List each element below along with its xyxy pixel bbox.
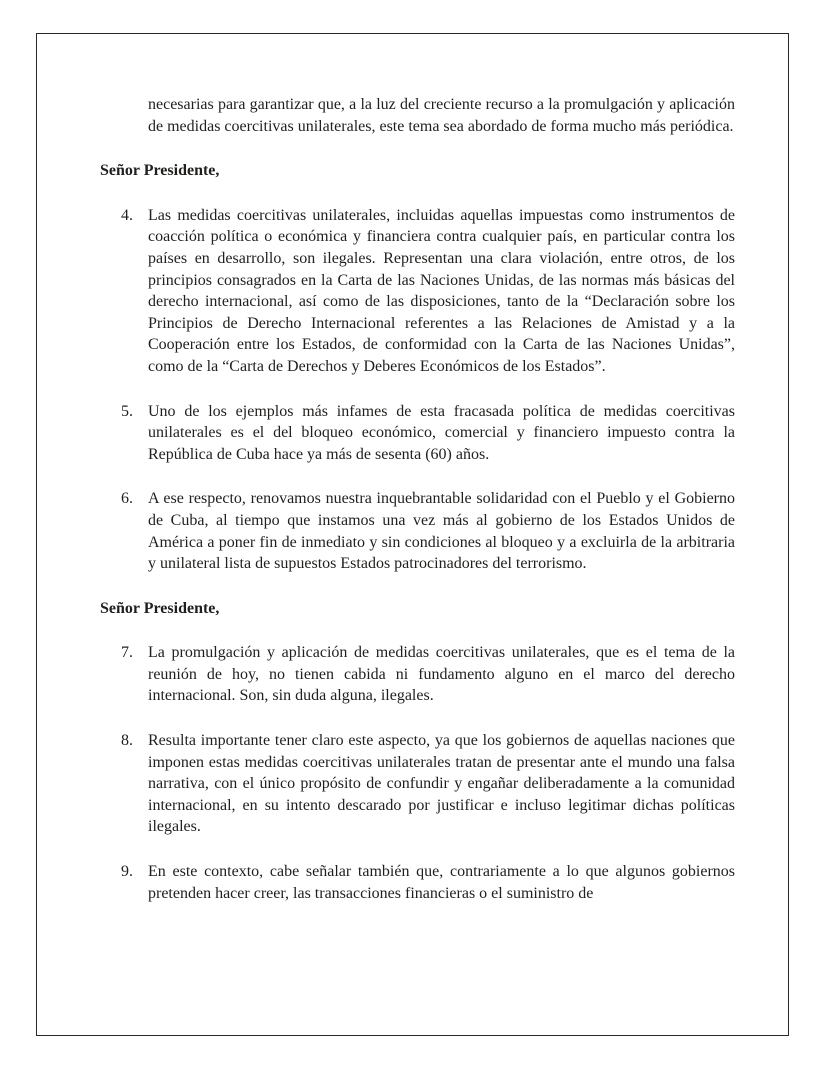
list-number: 6.: [121, 490, 133, 508]
page-border: [36, 33, 789, 1036]
list-text: En este contexto, cabe señalar también que, contrariamente a lo que algunos gobiernos pretenden hacer creer, las transacciones financieras o el suministro de: [148, 863, 735, 902]
list-number: 4.: [121, 206, 133, 224]
list-text: La promulgación y aplicación de medidas coercitivas unilaterales, que es el tema de la reunión de hoy, no tienen cabida ni fundamento alguno en el marco del derecho internacional. Son, sin duda alguna, ilegales.: [148, 644, 735, 705]
list-item-9: [100, 861, 735, 904]
list-item-8: [100, 730, 735, 838]
list-item-6: [100, 488, 735, 574]
list-text: A ese respecto, renovamos nuestra inquebrantable solidaridad con el Pueblo y el Gobierno de Cuba, al tiempo que instamos una vez más al gobierno de los Estados Unidos de América a poner fin de inmediato y sin condiciones al bloqueo y a excluirla de la arbitraria y unilateral lista de supuestos Estados patrocinadores del terrorismo.: [148, 490, 735, 573]
list-number: 8.: [121, 732, 133, 750]
list-text: Uno de los ejemplos más infames de esta fracasada política de medidas coercitivas unilaterales es el del bloqueo económico, comercial y financiero impuesto contra la República de Cuba hace ya más de sesenta (60) años.: [148, 402, 735, 463]
paragraph-continuation: necesarias para garantizar que, a la luz del creciente recurso a la promulgación y aplicación de medidas coercitivas unilaterales, este tema sea abordado de forma mucho más periódica.: [148, 96, 735, 135]
list-number: 7.: [121, 644, 133, 662]
list-text: Resulta importante tener claro este aspecto, ya que los gobiernos de aquellas naciones que imponen estas medidas coercitivas unilaterales tratan de presentar ante el mundo una falsa narrativa, con el único propósito de confundir y engañar deliberadamente a la comunidad internacional, en su intento descarado por justificar e incluso legitimar dichas políticas ilegales.: [148, 732, 735, 836]
list-number: 5.: [121, 402, 133, 420]
list-text: Las medidas coercitivas unilaterales, incluidas aquellas impuestas como instrumentos de coacción política o económica y financiera contra cualquier país, en particular contra los países en desarrollo, son ilegales. Representan una clara violación, entre otros, de los principios consagrados en la Carta de las Naciones Unidas, de las normas más básicas del derecho internacional, así como de las disposiciones, tanto de la “Declaración sobre los Principios de Derecho Internacional referentes a las Relaciones de Amistad y a la Cooperación entre los Estados, de conformidad con la Carta de las Naciones Unidas”, como de la “Carta de Derechos y Deberes Económicos de los Estados”.: [148, 206, 735, 375]
list-item-7: [100, 642, 735, 707]
section-heading: Señor Presidente,: [100, 162, 220, 180]
list-item-4: [100, 205, 735, 378]
list-item-5: [100, 401, 735, 466]
section-heading: Señor Presidente,: [100, 599, 220, 617]
list-number: 9.: [121, 863, 133, 881]
